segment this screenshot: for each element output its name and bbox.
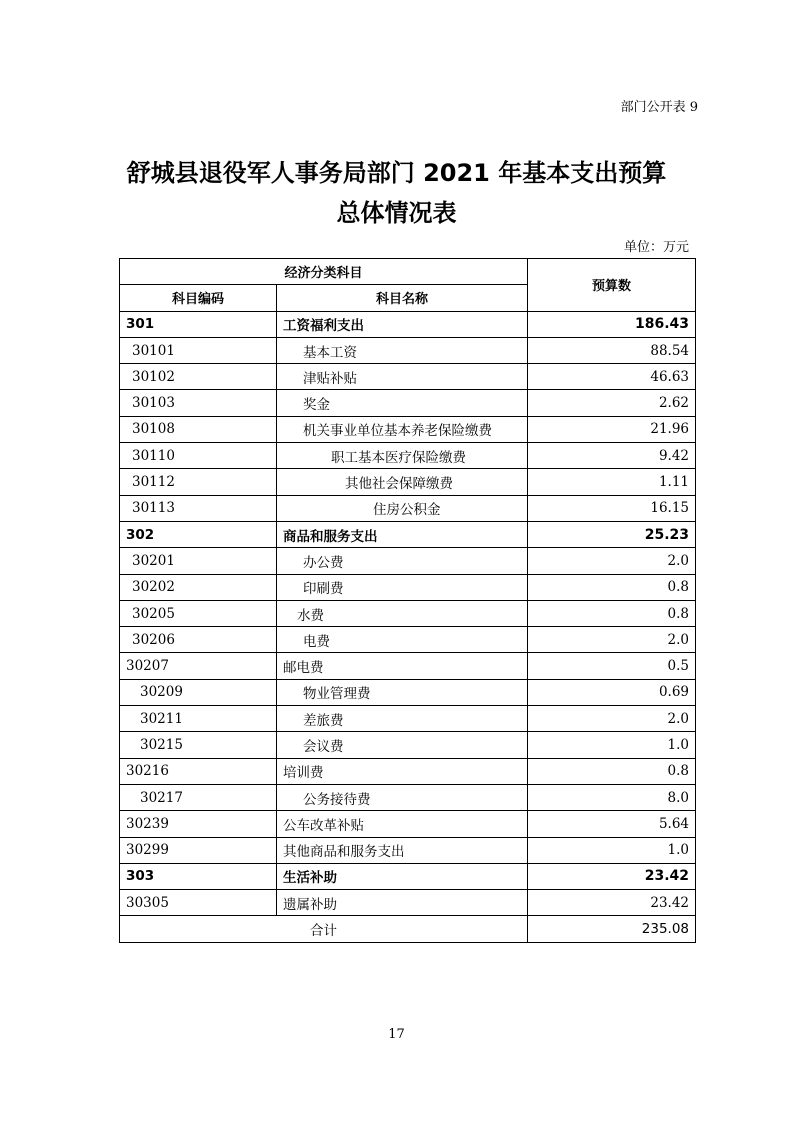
subject-code-cell: 30299 — [120, 837, 277, 863]
subject-code-cell: 30112 — [120, 469, 277, 495]
amount-cell: 0.8 — [528, 758, 696, 784]
amount-cell: 186.43 — [528, 311, 696, 337]
subject-name-cell: 遗属补助 — [277, 890, 528, 916]
subject-name-cell: 生活补助 — [277, 863, 528, 889]
table-row — [120, 416, 696, 442]
subject-name-cell: 基本工资 — [277, 337, 528, 363]
subject-name-cell: 职工基本医疗保险缴费 — [277, 443, 528, 469]
subject-name-cell: 商品和服务支出 — [277, 521, 528, 547]
subject-code-cell: 30102 — [120, 364, 277, 390]
subject-name-cell: 津贴补贴 — [277, 364, 528, 390]
subject-code-cell: 30207 — [120, 653, 277, 679]
subject-code-cell: 30108 — [120, 416, 277, 442]
subject-name-cell: 印刷费 — [277, 574, 528, 600]
table-row — [120, 890, 696, 916]
table-row — [120, 811, 696, 837]
subject-name-cell: 培训费 — [277, 758, 528, 784]
subject-code-cell: 30205 — [120, 600, 277, 626]
table-row — [120, 600, 696, 626]
table-row — [120, 706, 696, 732]
subject-code-cell: 301 — [120, 311, 277, 337]
subject-name-cell: 电费 — [277, 627, 528, 653]
total-amount: 235.08 — [528, 916, 696, 942]
amount-cell: 21.96 — [528, 416, 696, 442]
subject-code-cell: 30215 — [120, 732, 277, 758]
amount-cell: 5.64 — [528, 811, 696, 837]
table-row — [120, 469, 696, 495]
subject-code-cell: 30101 — [120, 337, 277, 363]
subject-name-cell: 会议费 — [277, 732, 528, 758]
amount-cell: 23.42 — [528, 890, 696, 916]
subject-code-cell: 30217 — [120, 784, 277, 810]
table-row — [120, 627, 696, 653]
table-row — [120, 364, 696, 390]
header-subject-code: 科目编码 — [120, 285, 277, 311]
table-header-row — [120, 259, 696, 285]
page-subtitle: 总体情况表 — [336, 199, 457, 227]
table-row — [120, 758, 696, 784]
subject-name-cell: 住房公积金 — [277, 495, 528, 521]
subject-code-cell: 30209 — [120, 679, 277, 705]
total-row — [120, 916, 696, 942]
subject-name-cell: 其他商品和服务支出 — [277, 837, 528, 863]
page-number: 17 — [388, 1027, 405, 1042]
subject-name-cell: 公务接待费 — [277, 784, 528, 810]
subject-name-cell: 奖金 — [277, 390, 528, 416]
subject-name-cell: 差旅费 — [277, 706, 528, 732]
subject-name-cell: 邮电费 — [277, 653, 528, 679]
amount-cell: 2.62 — [528, 390, 696, 416]
amount-cell: 1.0 — [528, 837, 696, 863]
amount-cell: 2.0 — [528, 627, 696, 653]
amount-cell: 25.23 — [528, 521, 696, 547]
amount-cell: 16.15 — [528, 495, 696, 521]
amount-cell: 88.54 — [528, 337, 696, 363]
header-subject-name: 科目名称 — [277, 285, 528, 311]
subject-code-cell: 30110 — [120, 443, 277, 469]
subject-name-cell: 水费 — [277, 600, 528, 626]
table-row — [120, 443, 696, 469]
subject-code-cell: 30211 — [120, 706, 277, 732]
subject-name-cell: 物业管理费 — [277, 679, 528, 705]
table-row — [120, 548, 696, 574]
subject-code-cell: 303 — [120, 863, 277, 889]
amount-cell: 1.11 — [528, 469, 696, 495]
subject-name-cell: 其他社会保障缴费 — [277, 469, 528, 495]
table-row — [120, 653, 696, 679]
table-row — [120, 337, 696, 363]
subject-name-cell: 办公费 — [277, 548, 528, 574]
amount-cell: 46.63 — [528, 364, 696, 390]
table-row — [120, 784, 696, 810]
budget-table — [119, 258, 696, 943]
table-row — [120, 732, 696, 758]
category-row — [120, 521, 696, 547]
category-row — [120, 311, 696, 337]
amount-cell: 0.8 — [528, 574, 696, 600]
subject-code-cell: 30103 — [120, 390, 277, 416]
header-economic-classification: 经济分类科目 — [120, 259, 528, 285]
table-row — [120, 495, 696, 521]
subject-code-cell: 30216 — [120, 758, 277, 784]
total-label: 合计 — [120, 916, 528, 942]
amount-cell: 2.0 — [528, 548, 696, 574]
subject-code-cell: 30201 — [120, 548, 277, 574]
header-budget-amount: 预算数 — [528, 259, 696, 312]
budget-table-body — [120, 311, 696, 916]
unit-label: 单位：万元 — [623, 240, 689, 255]
table-row — [120, 390, 696, 416]
amount-cell: 9.42 — [528, 443, 696, 469]
subject-code-cell: 30206 — [120, 627, 277, 653]
page-title: 舒城县退役军人事务局部门 2021 年基本支出预算 — [126, 159, 667, 187]
table-row — [120, 837, 696, 863]
subject-code-cell: 302 — [120, 521, 277, 547]
amount-cell: 8.0 — [528, 784, 696, 810]
amount-cell: 23.42 — [528, 863, 696, 889]
subject-name-cell: 工资福利支出 — [277, 311, 528, 337]
amount-cell: 1.0 — [528, 732, 696, 758]
category-row — [120, 863, 696, 889]
amount-cell: 0.8 — [528, 600, 696, 626]
amount-cell: 2.0 — [528, 706, 696, 732]
amount-cell: 0.69 — [528, 679, 696, 705]
subject-name-cell: 机关事业单位基本养老保险缴费 — [277, 416, 528, 442]
table-row — [120, 679, 696, 705]
subject-code-cell: 30305 — [120, 890, 277, 916]
subject-code-cell: 30202 — [120, 574, 277, 600]
table-row — [120, 574, 696, 600]
table-number: 部门公开表 9 — [620, 100, 698, 115]
subject-code-cell: 30113 — [120, 495, 277, 521]
subject-name-cell: 公车改革补贴 — [277, 811, 528, 837]
amount-cell: 0.5 — [528, 653, 696, 679]
subject-code-cell: 30239 — [120, 811, 277, 837]
